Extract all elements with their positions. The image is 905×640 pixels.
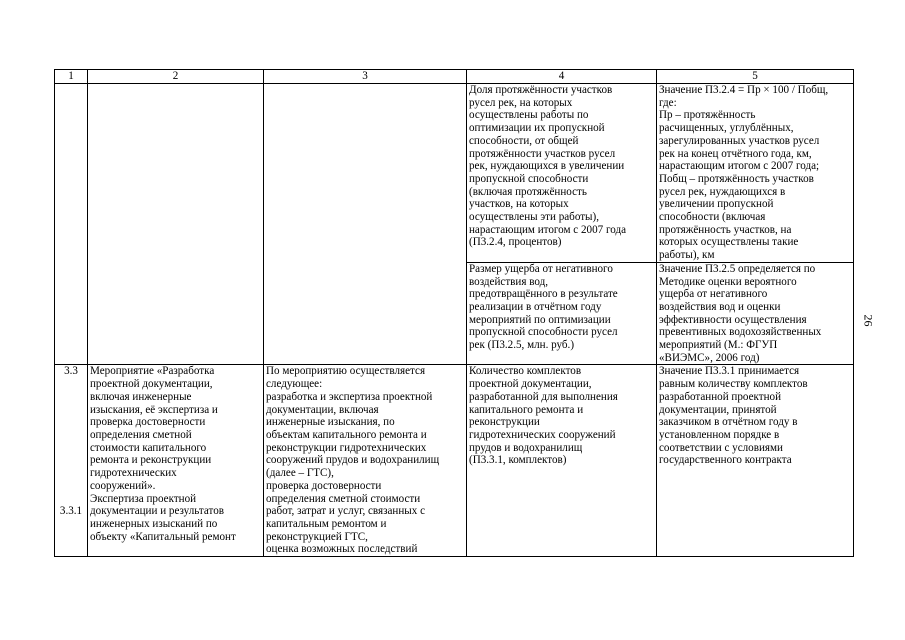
table-row <box>55 84 854 263</box>
row-number-cell <box>55 365 88 557</box>
column-header-2: 2 <box>88 70 264 84</box>
column-number-row <box>55 70 854 84</box>
document-table <box>54 69 854 557</box>
indicator-cell: Размер ущерба от негативного воздействия вод, предотвращённого в результате реализации в отчётном году мероприятий по оптимизации пропускной способности русел рек (П3.2.5, млн. руб.) <box>467 262 657 365</box>
subitem-number: 3.3.1 <box>59 505 83 518</box>
column-header-4: 4 <box>467 70 657 84</box>
calculation-method-cell: Значение П3.3.1 принимается равным количеству комплектов разработанной проектной документации, принятой заказчиком в отчётном году в установленном порядке в соответствии с условиями государственного контракта <box>657 365 854 557</box>
measure-name-cell <box>88 365 264 557</box>
calculation-method-cell: Значение П3.2.4 = Пр × 100 / Побщ, где: Пр – протяжённость расчищенных, углублённых, зарегулированных участков русел рек на конец отчётного года, км, нарастающим итогом с 2007 года; Побщ – протяжённость участков русел рек, нуждающихся в увеличении пропускной способности (включая протяжённость участков, на которых осуществлены такие работы), км <box>657 84 854 263</box>
row-number-cell <box>55 84 88 365</box>
submeasure-title: Экспертиза проектной документации и результатов инженерных изысканий по объекту «Капитальный ремонт <box>90 492 236 543</box>
measure-name-cell <box>88 84 264 365</box>
indicator-cell: Количество комплектов проектной документации, разработанной для выполнения капитального ремонта и реконструкции гидротехнических сооружений прудов и водохранилищ (П3.3.1, комплектов) <box>467 365 657 557</box>
item-number: 3.3 <box>64 365 78 378</box>
column-header-5: 5 <box>657 70 854 84</box>
measure-content-cell: По мероприятию осуществляется следующее: разработка и экспертиза проектной документации, включая инженерные изыскания, по объектам капитального ремонта и реконструкции гидротехнических сооружений прудов и водохранилищ (далее – ГТС), проверка достоверности определения сметной стоимости работ, затрат и услуг, связанных с капитальным ремонтом и реконструкцией ГТС, оценка возможных последствий <box>264 365 467 557</box>
indicator-cell: Доля протяжённости участков русел рек, на которых осуществлены работы по оптимизации их пропускной способности, от общей протяжённости участков русел рек, нуждающихся в увеличении пропускной способности (включая протяжённость участков, на которых осуществлены эти работы), нарастающим итогом с 2007 года (П3.2.4, процентов) <box>467 84 657 263</box>
measure-title: Мероприятие «Разработка проектной документации, включая инженерные изыскания, её экспертиза и проверка достоверности определения сметной стоимости капитального ремонта и реконструкции гидротехнических сооружений». <box>90 365 218 492</box>
measure-content-cell <box>264 84 467 365</box>
calculation-method-cell: Значение П3.2.5 определяется по Методике оценки вероятного ущерба от негативного воздействия вод и оценки эффективности осуществления превентивных водохозяйственных мероприятий (М.: ФГУП «ВИЭМС», 2006 год) <box>657 262 854 365</box>
page-number: 26 <box>861 314 876 327</box>
table-row <box>55 365 854 557</box>
column-header-1: 1 <box>55 70 88 84</box>
column-header-3: 3 <box>264 70 467 84</box>
